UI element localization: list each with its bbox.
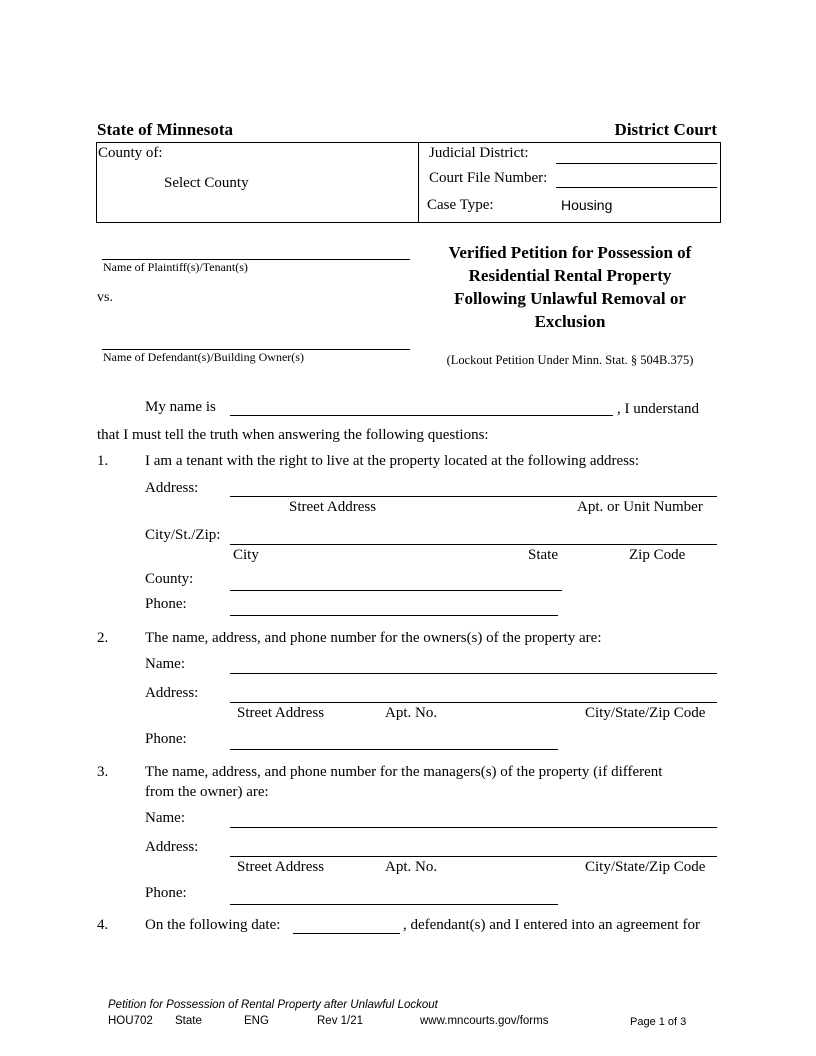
q3-number: 3.: [97, 764, 109, 780]
q1-address-label: Address:: [145, 480, 199, 496]
q3-text-line-1: The name, address, and phone number for the managers(s) of the property (if different: [145, 764, 663, 780]
q2-address-field[interactable]: [230, 702, 717, 703]
q4-text-before: On the following date:: [145, 917, 281, 933]
footer-scope: State: [175, 1015, 202, 1027]
county-label: County of:: [98, 145, 163, 161]
q1-state-caption: State: [528, 547, 558, 563]
judicial-district-label: Judicial District:: [429, 145, 529, 161]
title-line-2: Residential Rental Property: [468, 266, 672, 285]
case-type-label: Case Type:: [427, 197, 494, 213]
q1-city-caption: City: [233, 547, 259, 563]
court-heading: District Court: [614, 120, 717, 139]
case-type-value: Housing: [561, 197, 613, 213]
i-understand-text: , I understand: [617, 401, 700, 417]
q1-city-st-zip-label: City/St./Zip:: [145, 527, 221, 543]
q2-apt-no-caption: Apt. No.: [385, 705, 438, 721]
footer-form-id: HOU702: [108, 1015, 153, 1027]
title-line-4: Exclusion: [534, 312, 606, 331]
q1-street-address-caption: Street Address: [289, 499, 377, 515]
judicial-district-field[interactable]: [556, 163, 717, 164]
title-subtitle: (Lockout Petition Under Minn. Stat. § 504B.375): [446, 353, 694, 367]
q2-phone-label: Phone:: [145, 731, 187, 747]
footer-page-number: Page 1 of 3: [630, 1016, 687, 1028]
q3-name-label: Name:: [145, 810, 185, 826]
state-heading: State of Minnesota: [97, 120, 233, 139]
county-select[interactable]: Select County: [164, 175, 249, 191]
q2-text: The name, address, and phone number for the owners(s) of the property are:: [145, 630, 602, 646]
q1-county-label: County:: [145, 571, 194, 587]
q3-address-field[interactable]: [230, 856, 717, 857]
q3-phone-label: Phone:: [145, 885, 187, 901]
q2-street-address-caption: Street Address: [237, 705, 325, 721]
my-name-field[interactable]: [230, 415, 613, 416]
footer-language: ENG: [244, 1015, 269, 1027]
q2-phone-field[interactable]: [230, 749, 558, 750]
q4-text-after: , defendant(s) and I entered into an agreement for: [403, 917, 700, 933]
q1-address-field[interactable]: [230, 496, 717, 497]
q1-text: I am a tenant with the right to live at the property located at the following address:: [145, 453, 640, 469]
defendant-label: Name of Defendant(s)/Building Owner(s): [103, 350, 304, 364]
q1-zip-caption: Zip Code: [629, 547, 686, 563]
footer-url[interactable]: www.mncourts.gov/forms: [420, 1015, 549, 1027]
title-line-3: Following Unlawful Removal or: [454, 289, 686, 308]
q3-name-field[interactable]: [230, 827, 717, 828]
truth-statement: that I must tell the truth when answering the following questions:: [97, 427, 489, 443]
q4-date-field[interactable]: [293, 933, 400, 934]
q4-number: 4.: [97, 917, 109, 933]
q2-name-field[interactable]: [230, 673, 717, 674]
q2-city-state-zip-caption: City/State/Zip Code: [585, 705, 706, 721]
versus-text: vs.: [97, 290, 113, 305]
q3-text-line-2: from the owner) are:: [145, 784, 269, 800]
q1-phone-field[interactable]: [230, 615, 558, 616]
q1-county-field[interactable]: [230, 590, 562, 591]
q3-city-state-zip-caption: City/State/Zip Code: [585, 859, 706, 875]
court-file-number-field[interactable]: [556, 187, 717, 188]
q1-phone-label: Phone:: [145, 596, 187, 612]
footer-revision: Rev 1/21: [317, 1015, 364, 1027]
q1-number: 1.: [97, 453, 109, 469]
footer-title: Petition for Possession of Rental Property after Unlawful Lockout: [108, 999, 438, 1011]
q2-number: 2.: [97, 630, 109, 646]
q3-address-label: Address:: [145, 839, 199, 855]
title-line-1: Verified Petition for Possession of: [448, 243, 692, 262]
q1-apt-unit-caption: Apt. or Unit Number: [577, 499, 703, 515]
court-file-number-label: Court File Number:: [429, 170, 548, 186]
caption-divider: [418, 142, 419, 222]
q3-apt-no-caption: Apt. No.: [385, 859, 438, 875]
q2-address-label: Address:: [145, 685, 199, 701]
q3-phone-field[interactable]: [230, 904, 558, 905]
q2-name-label: Name:: [145, 656, 185, 672]
q1-city-st-zip-field[interactable]: [230, 544, 717, 545]
my-name-is-label: My name is: [145, 399, 216, 415]
q3-street-address-caption: Street Address: [237, 859, 325, 875]
plaintiff-label: Name of Plaintiff(s)/Tenant(s): [103, 260, 248, 274]
document-title: [418, 241, 722, 333]
